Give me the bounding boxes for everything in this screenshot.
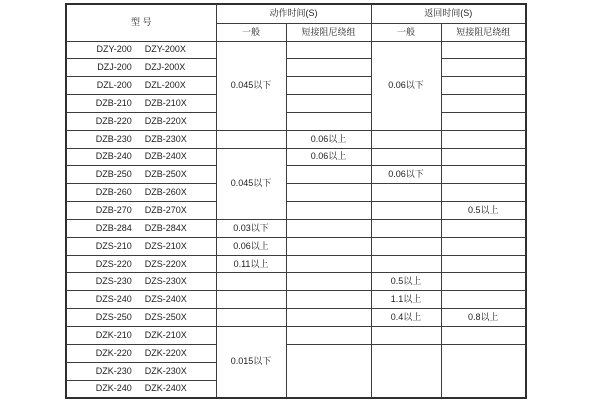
model-name: DZB-250	[95, 169, 132, 180]
return-general-cell	[371, 130, 441, 148]
return-general-cell	[371, 255, 441, 273]
model-name: DZB-240	[95, 151, 132, 162]
model-name-x: DZK-210X	[144, 329, 187, 340]
model-name: DZL-200	[96, 80, 132, 91]
return-damping-cell	[441, 237, 526, 255]
action-general-cell	[216, 273, 286, 291]
model-name-x: DZS-240X	[144, 294, 187, 305]
table-row	[66, 59, 526, 77]
action-damping-cell	[286, 309, 371, 327]
model-name: DZK-210	[95, 329, 132, 340]
model-name-x: DZY-200X	[144, 44, 186, 55]
model-name-x: DZK-240X	[144, 383, 187, 394]
model-name: DZB-210	[95, 97, 132, 108]
return-general-cell: 0.5以上	[371, 273, 441, 291]
return-general-cell: 0.06以下	[371, 166, 441, 184]
model-name-x: DZB-270X	[144, 205, 187, 216]
action-damping-cell	[286, 59, 371, 77]
model-cell	[66, 59, 216, 77]
col-header-model: 型 号	[66, 4, 216, 41]
return-damping-cell	[441, 327, 526, 345]
return-damping-cell	[441, 184, 526, 202]
table-row	[66, 95, 526, 113]
return-general-cell: 1.1以上	[371, 291, 441, 309]
action-general-cell	[216, 309, 286, 327]
model-name: DZS-230	[95, 276, 132, 287]
return-damping-cell	[441, 166, 526, 184]
model-name: DZB-270	[95, 205, 132, 216]
action-damping-cell	[286, 41, 371, 59]
table-body	[66, 41, 526, 398]
action-damping-cell: 0.06以上	[286, 130, 371, 148]
model-name-x: DZB-220X	[144, 115, 187, 126]
model-name: DZY-200	[96, 44, 132, 55]
action-general-cell: 0.03以下	[216, 219, 286, 237]
model-name: DZB-220	[95, 115, 132, 126]
action-damping-cell	[286, 184, 371, 202]
model-cell	[66, 112, 216, 130]
action-damping-cell: 0.06以上	[286, 148, 371, 166]
model-cell	[66, 219, 216, 237]
table-row	[66, 237, 526, 255]
table-row	[66, 184, 526, 202]
model-name: DZK-230	[95, 365, 132, 376]
model-name: DZB-260	[95, 187, 132, 198]
spec-table	[65, 3, 527, 399]
return-general-cell	[371, 202, 441, 220]
model-name-x: DZS-230X	[144, 276, 187, 287]
model-name-x: DZS-220X	[144, 258, 187, 269]
table-row	[66, 41, 526, 59]
return-general-cell	[371, 237, 441, 255]
return-damping-cell	[441, 291, 526, 309]
return-damping-cell: 0.8以上	[441, 309, 526, 327]
model-name-x: DZJ-200X	[144, 62, 186, 73]
model-name: DZB-284	[95, 222, 132, 233]
return-general-cell	[371, 148, 441, 166]
return-damping-cell	[441, 273, 526, 291]
return-general-cell: 0.4以上	[371, 309, 441, 327]
return-damping-cell	[441, 344, 526, 398]
model-name-x: DZB-230X	[144, 133, 187, 144]
model-cell	[66, 148, 216, 166]
table-row	[66, 166, 526, 184]
model-name-x: DZB-210X	[144, 97, 187, 108]
action-general-cell	[216, 291, 286, 309]
table-row	[66, 273, 526, 291]
model-name: DZS-240	[95, 294, 132, 305]
table-row	[66, 112, 526, 130]
table-row	[66, 148, 526, 166]
return-damping-cell	[441, 130, 526, 148]
model-cell	[66, 380, 216, 398]
model-name-x: DZS-250X	[144, 312, 187, 323]
return-damping-cell: 0.5以上	[441, 202, 526, 220]
model-cell	[66, 362, 216, 380]
model-cell	[66, 255, 216, 273]
action-damping-cell	[286, 112, 371, 130]
model-cell	[66, 291, 216, 309]
action-general-cell: 0.015以下	[216, 327, 286, 398]
action-damping-cell	[286, 219, 371, 237]
table-row	[66, 344, 526, 362]
action-damping-cell	[286, 255, 371, 273]
model-name: DZS-210	[95, 240, 132, 251]
model-cell	[66, 166, 216, 184]
model-name-x: DZK-230X	[144, 365, 187, 376]
return-general-cell	[371, 344, 441, 398]
model-cell	[66, 184, 216, 202]
action-damping-cell	[286, 344, 371, 398]
col-header-action-damping: 短接阻尼绕组	[286, 23, 371, 41]
col-header-return-damping: 短接阻尼绕组	[441, 23, 526, 41]
return-damping-cell	[441, 41, 526, 59]
model-cell	[66, 327, 216, 345]
return-damping-cell	[441, 112, 526, 130]
action-damping-cell	[286, 237, 371, 255]
action-general-cell: 0.06以上	[216, 237, 286, 255]
return-general-cell: 0.06以下	[371, 41, 441, 130]
model-cell	[66, 309, 216, 327]
action-general-cell: 0.045以下	[216, 41, 286, 130]
return-damping-cell	[441, 219, 526, 237]
return-general-cell	[371, 219, 441, 237]
action-damping-cell	[286, 327, 371, 345]
model-cell	[66, 41, 216, 59]
col-header-return-general: 一般	[371, 23, 441, 41]
action-damping-cell	[286, 202, 371, 220]
col-header-action-time: 动作时间(S)	[216, 4, 371, 23]
return-general-cell	[371, 184, 441, 202]
table-row	[66, 77, 526, 95]
table-row	[66, 291, 526, 309]
model-name: DZS-250	[95, 312, 132, 323]
return-damping-cell	[441, 255, 526, 273]
model-cell	[66, 130, 216, 148]
table-row	[66, 255, 526, 273]
model-name-x: DZB-260X	[144, 187, 187, 198]
action-general-cell	[216, 130, 286, 148]
return-damping-cell	[441, 59, 526, 77]
model-cell	[66, 273, 216, 291]
table-row	[66, 219, 526, 237]
model-cell	[66, 344, 216, 362]
model-cell	[66, 77, 216, 95]
model-cell	[66, 202, 216, 220]
model-name-x: DZL-200X	[144, 80, 186, 91]
col-header-action-general: 一般	[216, 23, 286, 41]
model-name: DZK-220	[95, 347, 132, 358]
return-damping-cell	[441, 95, 526, 113]
model-name: DZS-220	[95, 258, 132, 269]
action-damping-cell	[286, 95, 371, 113]
model-cell	[66, 95, 216, 113]
model-name: DZK-240	[95, 383, 132, 394]
action-general-cell: 0.045以下	[216, 148, 286, 219]
table-header	[66, 4, 526, 41]
model-name-x: DZS-210X	[144, 240, 187, 251]
table-row	[66, 309, 526, 327]
action-damping-cell	[286, 273, 371, 291]
action-general-cell: 0.11以上	[216, 255, 286, 273]
table-row	[66, 130, 526, 148]
return-damping-cell	[441, 77, 526, 95]
model-name-x: DZK-220X	[144, 347, 187, 358]
table-row	[66, 327, 526, 345]
return-damping-cell	[441, 148, 526, 166]
action-damping-cell	[286, 166, 371, 184]
return-general-cell	[371, 327, 441, 345]
action-damping-cell	[286, 291, 371, 309]
model-name-x: DZB-240X	[144, 151, 187, 162]
model-name: DZJ-200	[97, 62, 132, 73]
model-cell	[66, 237, 216, 255]
model-name-x: DZB-250X	[144, 169, 187, 180]
model-name-x: DZB-284X	[144, 222, 187, 233]
model-name: DZB-230	[95, 133, 132, 144]
col-header-return-time: 返回时间(S)	[371, 4, 526, 23]
table-row	[66, 202, 526, 220]
action-damping-cell	[286, 77, 371, 95]
